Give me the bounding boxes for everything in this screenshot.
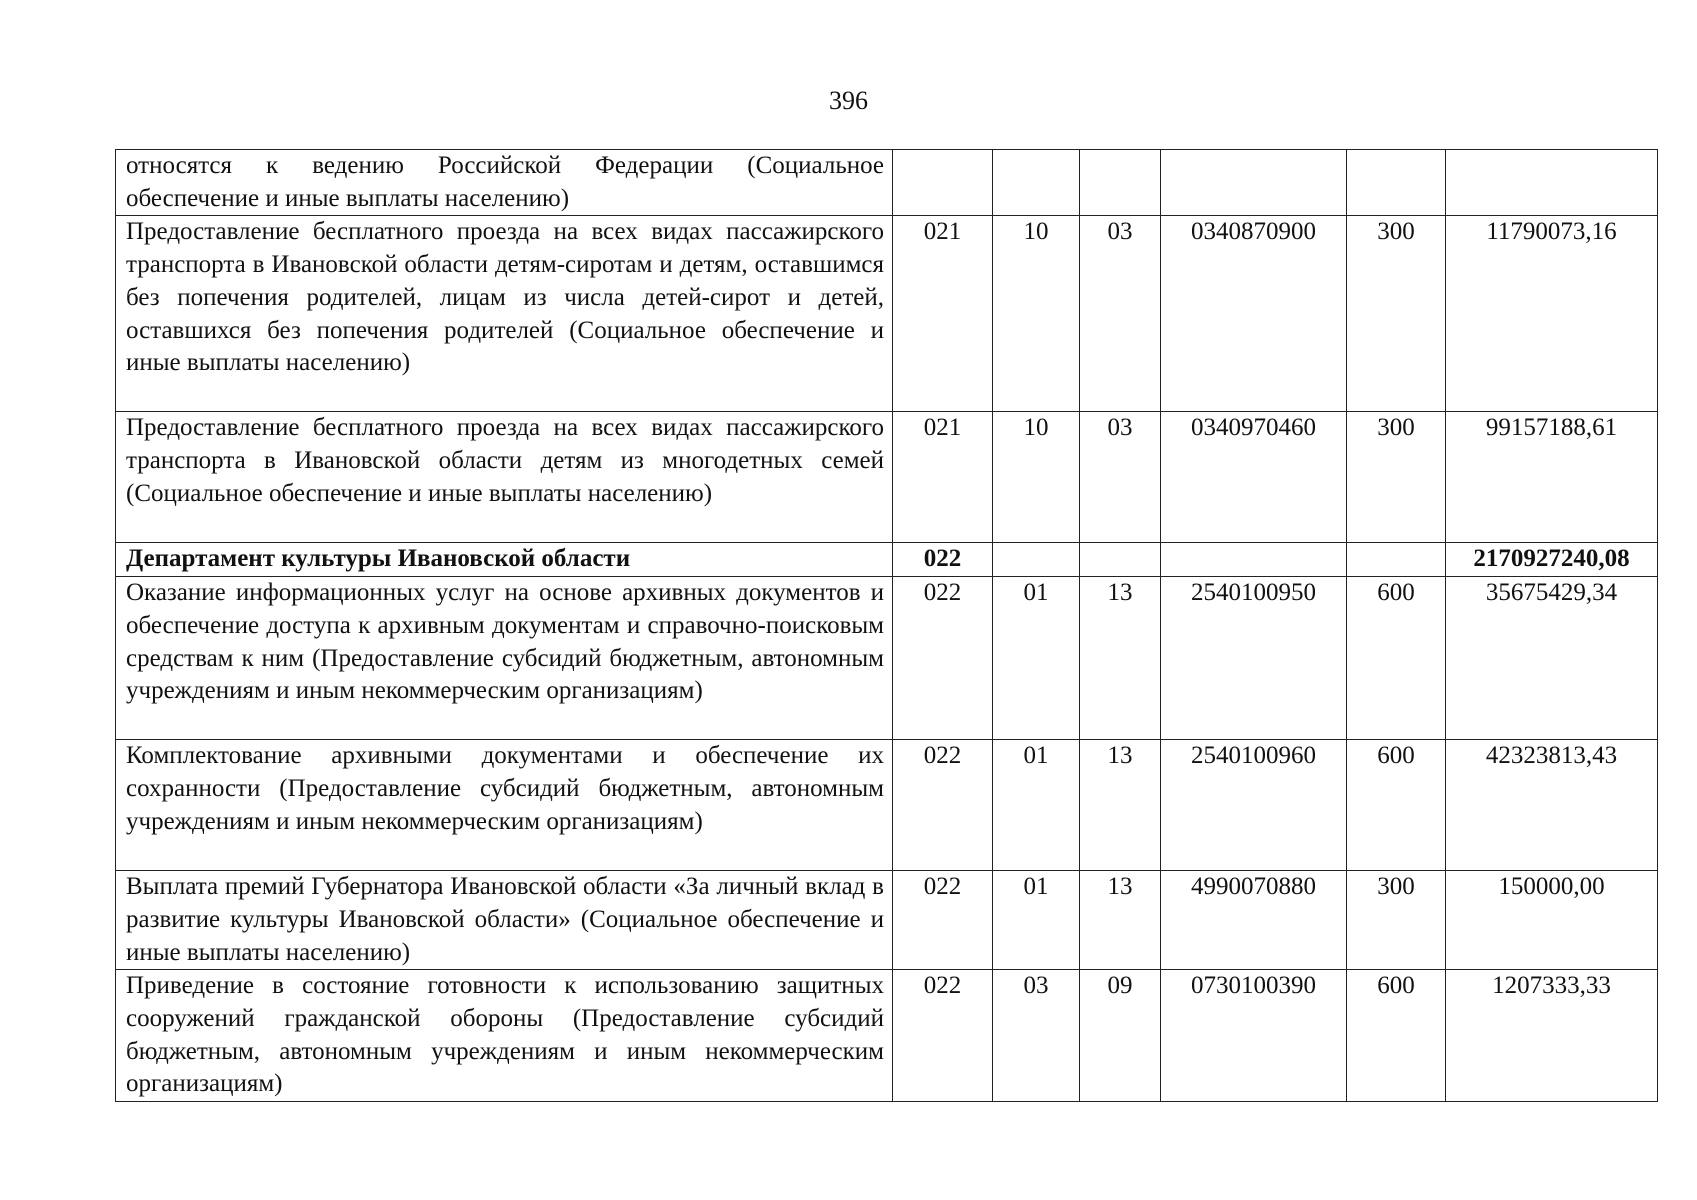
item-name-cell: Предоставление бесплатного проезда на всех видах пассажирского транспорта в Ивановской области детям-сиротам и детям, оставшимся без попечения родителей, лицам из числа детей-сирот и детей, оставшихся без попечения родителей (Социальное обеспечение и иные выплаты населению) (116, 216, 893, 412)
target-article-cell: 0340970460 (1161, 412, 1347, 543)
section-code-cell: 10 (993, 412, 1080, 543)
item-name-cell: Департамент культуры Ивановской области (116, 543, 893, 577)
amount-cell: 1207333,33 (1446, 970, 1658, 1102)
section-code-cell: 10 (993, 216, 1080, 412)
ved-code-cell: 022 (893, 543, 993, 577)
section-code-cell: 01 (993, 740, 1080, 871)
ved-code-cell (893, 150, 993, 216)
table-row (116, 871, 1658, 970)
target-article-cell: 2540100950 (1161, 577, 1347, 740)
page-number: 396 (829, 86, 868, 115)
subsection-code-cell: 03 (1080, 412, 1161, 543)
expense-type-cell: 300 (1347, 216, 1446, 412)
section-code-cell: 01 (993, 577, 1080, 740)
expense-type-cell (1347, 150, 1446, 216)
expense-type-cell: 600 (1347, 740, 1446, 871)
item-name-cell: Предоставление бесплатного проезда на всех видах пассажирского транспорта в Ивановской области детям из многодетных семей (Социальное обеспечение и иные выплаты населению) (116, 412, 893, 543)
item-name-cell: Приведение в состояние готовности к использованию защитных сооружений гражданской обороны (Предоставление субсидий бюджетным, автономным учреждениям и иным некоммерческим организациям) (116, 970, 893, 1102)
amount-cell: 11790073,16 (1446, 216, 1658, 412)
amount-cell: 35675429,34 (1446, 577, 1658, 740)
section-code-cell: 01 (993, 871, 1080, 970)
table-body (116, 150, 1658, 1102)
amount-cell: 2170927240,08 (1446, 543, 1658, 577)
table-row (116, 543, 1658, 577)
item-name-cell: относятся к ведению Российской Федерации (Социальное обеспечение и иные выплаты населению) (116, 150, 893, 216)
target-article-cell: 0730100390 (1161, 970, 1347, 1102)
expense-type-cell: 600 (1347, 577, 1446, 740)
ved-code-cell: 022 (893, 740, 993, 871)
subsection-code-cell: 13 (1080, 577, 1161, 740)
ved-code-cell: 022 (893, 970, 993, 1102)
budget-table (115, 149, 1658, 1102)
target-article-cell: 0340870900 (1161, 216, 1347, 412)
ved-code-cell: 022 (893, 871, 993, 970)
item-name-cell: Оказание информационных услуг на основе архивных документов и обеспечение доступа к архивным документам и справочно-поисковым средствам к ним (Предоставление субсидий бюджетным, автономным учреждениям и иным некоммерческим организациям) (116, 577, 893, 740)
amount-cell: 150000,00 (1446, 871, 1658, 970)
expense-type-cell: 300 (1347, 412, 1446, 543)
expense-type-cell: 600 (1347, 970, 1446, 1102)
subsection-code-cell (1080, 150, 1161, 216)
section-code-cell: 03 (993, 970, 1080, 1102)
expense-type-cell: 300 (1347, 871, 1446, 970)
table-row (116, 970, 1658, 1102)
target-article-cell: 2540100960 (1161, 740, 1347, 871)
target-article-cell (1161, 543, 1347, 577)
amount-cell: 42323813,43 (1446, 740, 1658, 871)
amount-cell: 99157188,61 (1446, 412, 1658, 543)
amount-cell (1446, 150, 1658, 216)
item-name-cell: Комплектование архивными документами и обеспечение их сохранности (Предоставление субсидий бюджетным, автономным учреждениям и иным некоммерческим организациям) (116, 740, 893, 871)
target-article-cell: 4990070880 (1161, 871, 1347, 970)
subsection-code-cell: 13 (1080, 740, 1161, 871)
ved-code-cell: 021 (893, 216, 993, 412)
subsection-code-cell: 09 (1080, 970, 1161, 1102)
table-row (116, 412, 1658, 543)
table-row (116, 216, 1658, 412)
section-code-cell (993, 543, 1080, 577)
target-article-cell (1161, 150, 1347, 216)
section-code-cell (993, 150, 1080, 216)
table-row (116, 740, 1658, 871)
table-row (116, 150, 1658, 216)
subsection-code-cell: 03 (1080, 216, 1161, 412)
subsection-code-cell: 13 (1080, 871, 1161, 970)
expense-type-cell (1347, 543, 1446, 577)
table-row (116, 577, 1658, 740)
ved-code-cell: 022 (893, 577, 993, 740)
item-name-cell: Выплата премий Губернатора Ивановской области «За личный вклад в развитие культуры Ивановской области» (Социальное обеспечение и иные выплаты населению) (116, 871, 893, 970)
subsection-code-cell (1080, 543, 1161, 577)
ved-code-cell: 021 (893, 412, 993, 543)
